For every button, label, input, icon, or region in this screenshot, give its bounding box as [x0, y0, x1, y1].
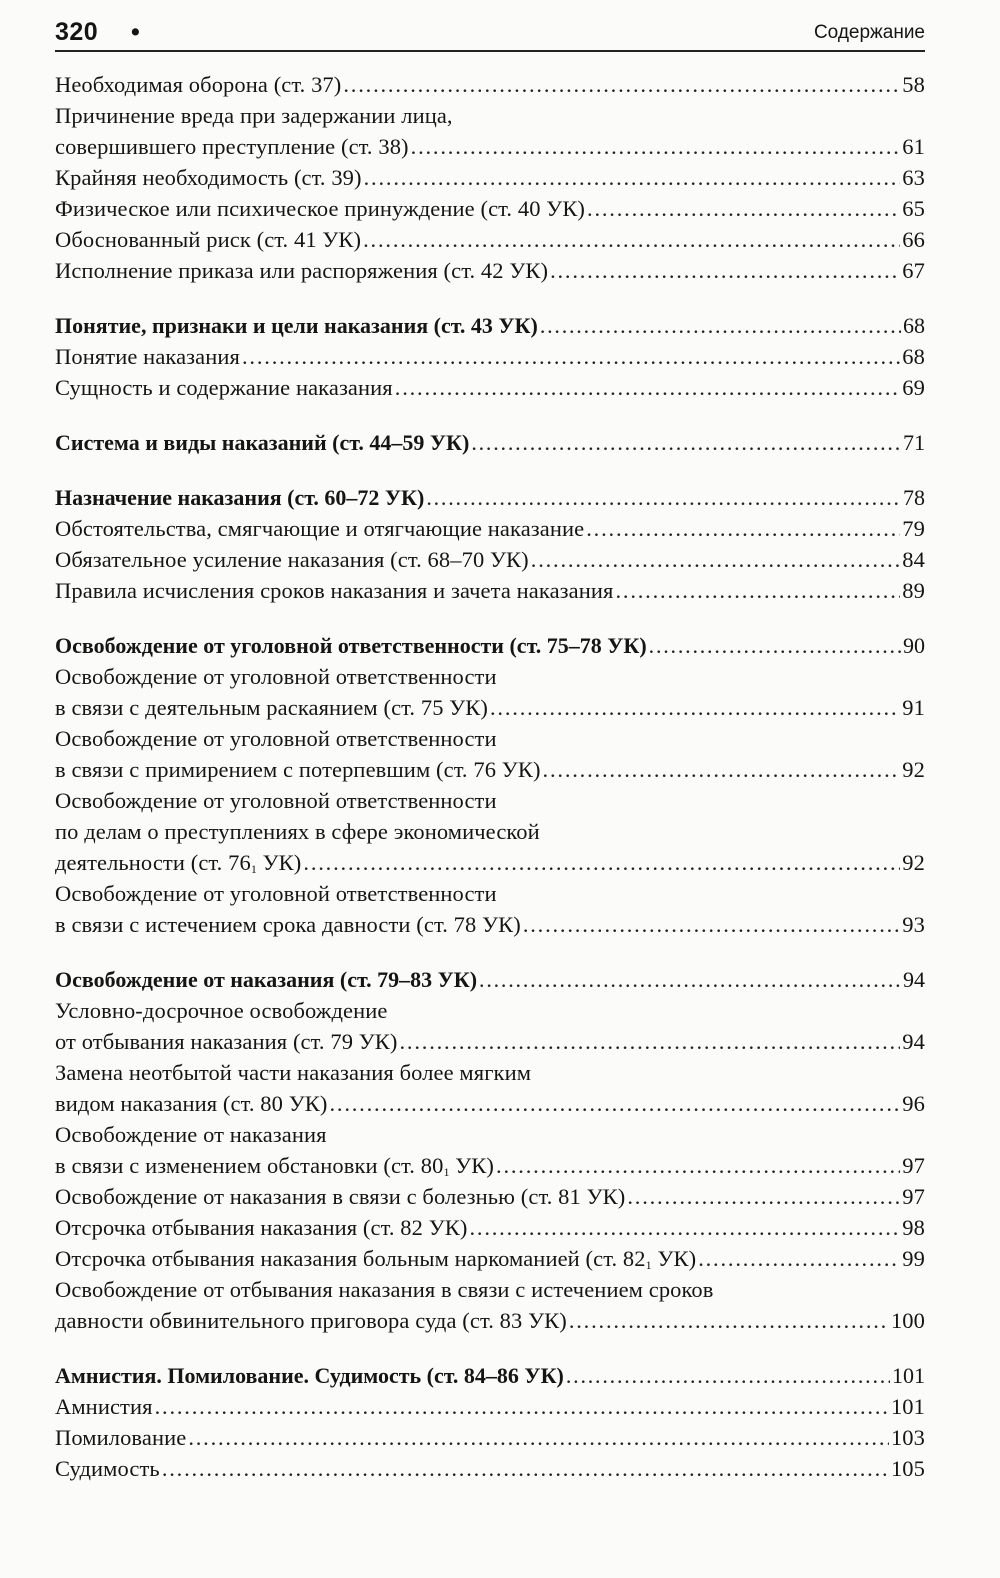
dot-leader: [698, 1243, 900, 1274]
toc-entry-title: Система и виды наказаний (ст. 44–59 УК): [55, 430, 470, 455]
toc-entry: [55, 1212, 925, 1243]
toc-entry: [55, 1026, 925, 1057]
toc-page-number: 68: [903, 313, 925, 338]
toc-entry-title: от отбывания наказания (ст. 79 УК): [55, 1029, 398, 1054]
toc-entry: [55, 1181, 925, 1212]
toc-line: [55, 1119, 925, 1150]
dot-leader: [550, 255, 900, 286]
dot-leader: [540, 310, 901, 341]
dot-leader: [303, 847, 900, 878]
section-gap: [55, 940, 925, 964]
toc-entry-title: Освобождение от уголовной ответственности (ст. 75–78 УК): [55, 633, 647, 658]
dot-leader: [400, 1026, 901, 1057]
toc-entry-title: в связи с деятельным раскаянием (ст. 75 УК): [55, 695, 488, 720]
toc-entry: [55, 544, 925, 575]
dot-leader: [586, 513, 900, 544]
dot-leader: [471, 427, 901, 458]
toc-entry-title: Помилование: [55, 1425, 187, 1450]
dot-leader: [531, 544, 901, 575]
toc-page-number: 68: [902, 344, 925, 369]
dot-leader: [329, 1088, 900, 1119]
dot-leader: [496, 1150, 900, 1181]
toc-entry-title: Назначение наказания (ст. 60–72 УК): [55, 485, 425, 510]
toc-entry: [55, 513, 925, 544]
toc-entry-title: Физическое или психическое принуждение (ст. 40 УК): [55, 196, 586, 221]
section-gap: [55, 403, 925, 427]
toc-entry-title: Условно-досрочное освобождение: [55, 998, 388, 1023]
dot-leader: [363, 224, 900, 255]
toc-entry-title: Освобождение от уголовной ответственности: [55, 726, 497, 751]
toc-section-heading: [55, 964, 925, 995]
toc-page-number: 91: [902, 695, 925, 720]
toc-page-number: 65: [902, 196, 925, 221]
toc-entry-title: в связи с изменением обстановки (ст. 80: [55, 1153, 444, 1178]
toc-entry-title-tail: УК): [256, 850, 302, 875]
toc-entry-title: Освобождение от уголовной ответственности: [55, 664, 497, 689]
toc-page-number: 99: [902, 1246, 925, 1271]
toc-page-number: 89: [902, 578, 925, 603]
toc-page-number: 84: [902, 547, 925, 572]
toc-entry-title: Понятие наказания: [55, 344, 240, 369]
toc-page-number: 92: [902, 757, 925, 782]
toc-page-number: 58: [902, 72, 925, 97]
toc-entry: [55, 847, 925, 878]
toc-line: [55, 816, 925, 847]
toc-entry: [55, 1422, 925, 1453]
page-header: [55, 18, 925, 52]
header-bullet: •: [131, 18, 140, 46]
toc-page-number: 94: [902, 1029, 925, 1054]
toc-line: [55, 661, 925, 692]
dot-leader: [543, 754, 901, 785]
toc-line: [55, 785, 925, 816]
toc-entry-title: Понятие, признаки и цели наказания (ст. 43 УК): [55, 313, 538, 338]
dot-leader: [615, 575, 900, 606]
toc-entry-title: Правила исчисления сроков наказания и зачета наказания: [55, 578, 614, 603]
dot-leader: [364, 162, 901, 193]
toc-entry-title: Обязательное усиление наказания (ст. 68–70 УК): [55, 547, 529, 572]
toc-entry: [55, 909, 925, 940]
dot-leader: [479, 964, 901, 995]
toc-entry: [55, 1150, 925, 1181]
toc-page-number: 100: [890, 1308, 925, 1333]
toc-page-number: 78: [903, 485, 925, 510]
toc-page-number: 63: [902, 165, 925, 190]
toc-entry-title: Освобождение от уголовной ответственности: [55, 788, 497, 813]
toc-entry-title: Отсрочка отбывания наказания больным наркоманией (ст. 82: [55, 1246, 646, 1271]
toc-entry-title: Замена неотбытой части наказания более мягким: [55, 1060, 532, 1085]
toc-entry-title: по делам о преступлениях в сфере экономической: [55, 819, 540, 844]
toc-entry: [55, 692, 925, 723]
toc-entry-title: Освобождение от наказания в связи с болезнью (ст. 81 УК): [55, 1184, 626, 1209]
toc-entry-title: Причинение вреда при задержании лица,: [55, 103, 453, 128]
toc-page-number: 71: [903, 430, 925, 455]
toc-entry: [55, 1305, 925, 1336]
toc-page-number: 97: [902, 1184, 925, 1209]
toc-entry: [55, 575, 925, 606]
toc-page-number: 66: [902, 227, 925, 252]
toc-entry: [55, 255, 925, 286]
toc-entry-title: Освобождение от уголовной ответственности: [55, 881, 497, 906]
toc-entry-title: Судимость: [55, 1456, 160, 1481]
section-gap: [55, 286, 925, 310]
toc-entry: [55, 372, 925, 403]
dot-leader: [155, 1391, 889, 1422]
toc-entry-title: давности обвинительного приговора суда (ст. 83 УК): [55, 1308, 567, 1333]
toc-line: [55, 878, 925, 909]
superscript: 1: [645, 1258, 652, 1272]
dot-leader: [343, 69, 900, 100]
toc-entry: [55, 1088, 925, 1119]
dot-leader: [587, 193, 900, 224]
toc-page-number: 93: [902, 912, 925, 937]
toc-entry-title: Крайняя необходимость (ст. 39): [55, 165, 362, 190]
toc-entry: [55, 162, 925, 193]
toc-entry-title: в связи с истечением срока давности (ст. 78 УК): [55, 912, 521, 937]
toc-page-number: 61: [902, 134, 925, 159]
toc-section-heading: [55, 310, 925, 341]
toc-page-number: 90: [903, 633, 925, 658]
toc-page-number: 105: [890, 1456, 925, 1481]
toc-section-heading: [55, 1360, 925, 1391]
toc-entry-title: Обстоятельства, смягчающие и отягчающие наказание: [55, 516, 585, 541]
toc-entry-title: Отсрочка отбывания наказания (ст. 82 УК): [55, 1215, 468, 1240]
toc-entry-title: деятельности (ст. 76: [55, 850, 251, 875]
toc-entry: [55, 341, 925, 372]
toc-entry: [55, 1391, 925, 1422]
toc-entry: [55, 193, 925, 224]
toc-entry-title: Необходимая оборона (ст. 37): [55, 72, 342, 97]
running-title: Содержание: [813, 22, 925, 43]
dot-leader: [162, 1453, 889, 1484]
toc-entry-title: Обоснованный риск (ст. 41 УК): [55, 227, 362, 252]
toc-page-number: 103: [890, 1425, 925, 1450]
dot-leader: [395, 372, 901, 403]
toc-entry-title: Сущность и содержание наказания: [55, 375, 393, 400]
section-gap: [55, 1336, 925, 1360]
toc-entry: [55, 754, 925, 785]
toc-page-number: 98: [902, 1215, 925, 1240]
dot-leader: [569, 1305, 889, 1336]
dot-leader: [188, 1422, 889, 1453]
toc-entry-title: Освобождение от наказания (ст. 79–83 УК): [55, 967, 478, 992]
toc-entry: [55, 69, 925, 100]
page-number: 320: [55, 18, 99, 46]
toc-line: [55, 995, 925, 1026]
toc-entry: [55, 1243, 925, 1274]
dot-leader: [649, 630, 901, 661]
toc-page-number: 96: [902, 1091, 925, 1116]
toc-entry: [55, 1453, 925, 1484]
toc-entry-title: в связи с примирением с потерпевшим (ст. 76 УК): [55, 757, 541, 782]
toc-page-number: 101: [890, 1394, 925, 1419]
section-gap: [55, 458, 925, 482]
dot-leader: [242, 341, 900, 372]
toc-section-heading: [55, 427, 925, 458]
toc-entry: [55, 224, 925, 255]
dot-leader: [523, 909, 900, 940]
dot-leader: [627, 1181, 900, 1212]
toc-entry-title: Амнистия: [55, 1394, 153, 1419]
toc-section-heading: [55, 630, 925, 661]
toc-page-number: 79: [902, 516, 925, 541]
toc-line: [55, 1057, 925, 1088]
toc-entry-title: Освобождение от отбывания наказания в связи с истечением сроков: [55, 1277, 714, 1302]
toc-entry-title: Освобождение от наказания: [55, 1122, 327, 1147]
toc-entry-title-tail: УК): [449, 1153, 495, 1178]
toc-entry-title: совершившего преступление (ст. 38): [55, 134, 409, 159]
section-gap: [55, 606, 925, 630]
superscript: 1: [443, 1165, 450, 1179]
toc-page-number: 92: [902, 850, 925, 875]
toc-entry-title: Исполнение приказа или распоряжения (ст. 42 УК): [55, 258, 549, 283]
toc-page-number: 94: [903, 967, 925, 992]
dot-leader: [426, 482, 901, 513]
toc-line: [55, 1274, 925, 1305]
toc-entry-title: Амнистия. Помилование. Судимость (ст. 84–86 УК): [55, 1363, 564, 1388]
dot-leader: [411, 131, 901, 162]
dot-leader: [566, 1360, 890, 1391]
toc-page-number: 97: [902, 1153, 925, 1178]
dot-leader: [490, 692, 900, 723]
dot-leader: [469, 1212, 900, 1243]
toc-line: [55, 723, 925, 754]
toc-page-number: 69: [902, 375, 925, 400]
toc-line: [55, 100, 925, 131]
toc-entry-title-tail: УК): [651, 1246, 697, 1271]
toc-entry-title: видом наказания (ст. 80 УК): [55, 1091, 328, 1116]
toc-entry: [55, 131, 925, 162]
toc-section-heading: [55, 482, 925, 513]
toc-page-number: 67: [902, 258, 925, 283]
table-of-contents: [55, 69, 925, 1484]
superscript: 1: [250, 862, 257, 876]
toc-page-number: 101: [892, 1363, 925, 1388]
